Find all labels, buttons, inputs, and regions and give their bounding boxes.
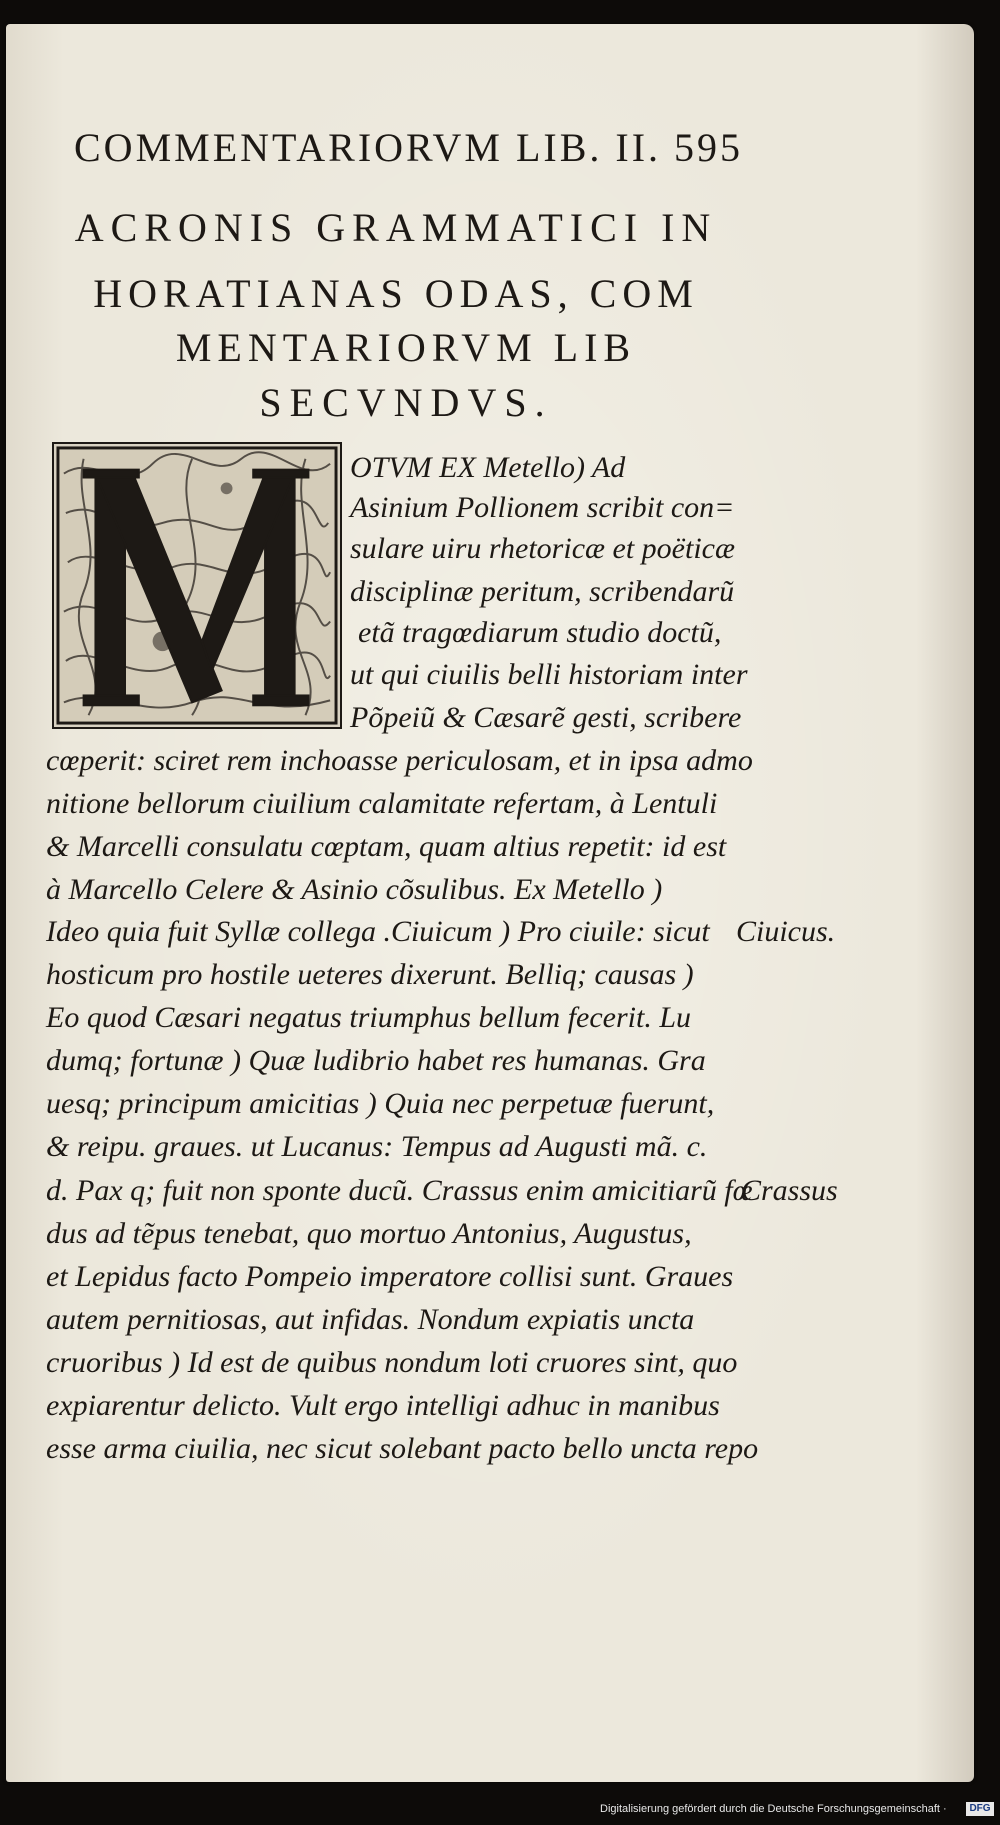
body-line: ut qui ciuilis belli historiam inter bbox=[350, 658, 748, 691]
body-line: Eo quod Cæsari negatus triumphus bellum fecerit. Lu bbox=[46, 1001, 691, 1034]
body-line: dus ad tẽpus tenebat, quo mortuo Antonius, Augustus, bbox=[46, 1217, 692, 1250]
woodcut-initial-image bbox=[54, 444, 340, 727]
running-head: COMMENTARIORVM LIB. II. 595 bbox=[74, 125, 744, 170]
body-line: dumq; fortunæ ) Quæ ludibrio habet res humanas. Gra bbox=[46, 1044, 706, 1077]
body-line: sulare uiru rhetoricæ et poëticæ bbox=[350, 532, 735, 565]
body-line: nitione bellorum ciuilium calamitate refertam, à Lentuli bbox=[46, 787, 718, 820]
body-line: Põpeiũ & Cæsarẽ gesti, scribere bbox=[350, 701, 742, 734]
body-line: autem pernitiosas, aut infidas. Nondum expiatis uncta bbox=[46, 1303, 695, 1336]
body-line: cruoribus ) Id est de quibus nondum loti cruores sint, quo bbox=[46, 1346, 738, 1379]
title-line: ACRONIS GRAMMATICI IN bbox=[74, 205, 718, 250]
decorated-initial bbox=[52, 442, 342, 729]
body-line: disciplinæ peritum, scribendarũ bbox=[350, 575, 735, 608]
dfg-logo: DFG bbox=[966, 1802, 994, 1816]
body-line: Ideo quia fuit Syllæ collega .Ciuicum ) Pro ciuile: sicut bbox=[46, 915, 710, 948]
body-line: esse arma ciuilia, nec sicut solebant pacto bello uncta repo bbox=[46, 1432, 759, 1465]
margin-note: Crassus bbox=[741, 1174, 838, 1207]
body-line: etã tragœdiarum studio doctũ, bbox=[358, 616, 722, 649]
body-line: à Marcello Celere & Asinio cõsulibus. Ex Metello ) bbox=[46, 873, 663, 906]
body-line: hosticum pro hostile ueteres dixerunt. Belliq; causas ) bbox=[46, 958, 694, 991]
body-line: expiarentur delicto. Vult ergo intelligi adhuc in manibus bbox=[46, 1389, 720, 1422]
body-line: uesq; principum amicitias ) Quia nec perpetuæ fuerunt, bbox=[46, 1087, 715, 1120]
body-line: Asinium Pollionem scribit con= bbox=[350, 491, 735, 524]
title-line: HORATIANAS ODAS, COM bbox=[93, 271, 699, 316]
digitization-credit: Digitalisierung gefördert durch die Deutsche Forschungsgemeinschaft · bbox=[600, 1803, 947, 1815]
body-line: & Marcelli consulatu cœptam, quam altius repetit: id est bbox=[46, 830, 727, 863]
title-line: MENTARIORVM LIB bbox=[175, 325, 637, 370]
body-line: d. Pax q; fuit non sponte ducũ. Crassus enim amicitiarũ fœ bbox=[46, 1174, 753, 1207]
body-line: & reipu. graues. ut Lucanus: Tempus ad Augusti mã. c. bbox=[46, 1130, 708, 1163]
body-line: cœperit: sciret rem inchoasse periculosam, et in ipsa admo bbox=[46, 744, 753, 777]
body-line: et Lepidus facto Pompeio imperatore collisi sunt. Graues bbox=[46, 1260, 734, 1293]
margin-note: Ciuicus. bbox=[736, 915, 836, 948]
book-page bbox=[6, 24, 974, 1782]
body-line: OTVM EX Metello) Ad bbox=[350, 451, 626, 484]
title-line: SECVNDVS. bbox=[259, 380, 553, 425]
